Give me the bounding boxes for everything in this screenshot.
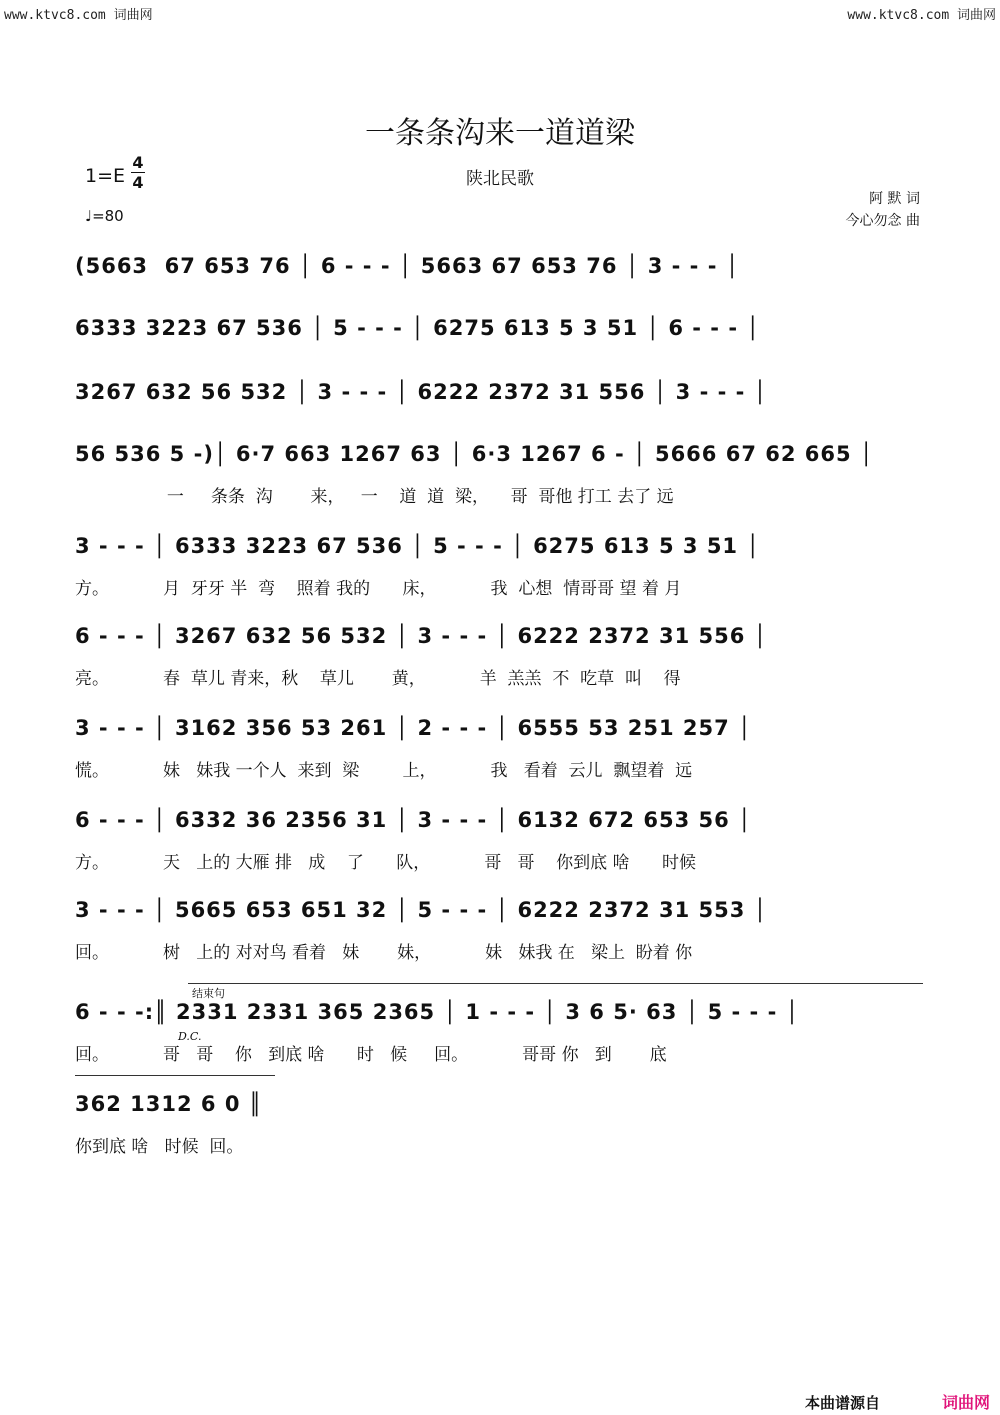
score-notes-line: (5663 67 653 76 │ 6 - - - │ 5663 67 653 76 │ 3 - - - │ bbox=[75, 254, 740, 278]
score-lyrics-line: 回。 哥 哥 你 到底 啥 时 候 回。 哥哥 你 到 底 bbox=[75, 1045, 667, 1065]
score-notes-line: 6 - - - │ 3267 632 56 532 │ 3 - - - │ 6222 2372 31 556 │ bbox=[75, 624, 768, 648]
composer-credit: 今心勿念 曲 bbox=[845, 213, 920, 229]
score-notes-line: 3 - - - │ 6333 3223 67 536 │ 5 - - - │ 6275 613 5 3 51 │ bbox=[75, 534, 760, 558]
footer-source-label: 本曲谱源自 bbox=[804, 1394, 880, 1412]
end-section-bracket bbox=[188, 983, 923, 984]
time-signature bbox=[131, 154, 145, 191]
key-signature: 1=E bbox=[85, 165, 126, 187]
song-title: 一条条沟来一道道梁 bbox=[365, 116, 635, 151]
lyricist-credit: 阿 默 词 bbox=[869, 191, 920, 207]
time-signature-bottom: 4 bbox=[132, 173, 144, 192]
footer-logo: 词曲网 bbox=[941, 1393, 990, 1412]
score-lyrics-line: 你到底 啥 时候 回。 bbox=[75, 1137, 244, 1157]
watermark-right: www.ktvc8.com 词曲网 bbox=[847, 8, 996, 23]
score-lyrics-line: 慌。 妹 妹我 一个人 来到 梁 上， 我 看着 云儿 飘望着 远 bbox=[75, 761, 693, 781]
score-notes-line: 3 - - - │ 3162 356 53 261 │ 2 - - - │ 6555 53 251 257 │ bbox=[75, 716, 752, 740]
song-subtitle: 陕北民歌 bbox=[466, 169, 534, 189]
final-line-bracket bbox=[75, 1075, 275, 1076]
score-lyrics-line: 方。 月 牙牙 半 弯 照着 我的 床， 我 心想 情哥哥 望 着 月 bbox=[75, 579, 682, 599]
tempo-mark: ♩=80 bbox=[85, 207, 124, 225]
time-signature-top: 4 bbox=[132, 153, 144, 172]
score-lyrics-line: 回。 树 上的 对对鸟 看着 妹 妹， 妹 妹我 在 梁上 盼着 你 bbox=[75, 943, 693, 963]
score-lyrics-line: 亮。 春 草儿 青来，秋 草儿 黄， 羊 羔羔 不 吃草 叫 得 bbox=[75, 669, 681, 689]
score-notes-line: 3267 632 56 532 │ 3 - - - │ 6222 2372 31 556 │ 3 - - - │ bbox=[75, 380, 768, 404]
dc-mark: D.C. bbox=[178, 1030, 202, 1043]
score-notes-line: 56 536 5 -)│ 6·7 663 1267 63 │ 6·3 1267 6 - │ 5666 67 62 665 │ bbox=[75, 442, 874, 466]
score-lyrics-line: 方。 天 上的 大雁 排 成 了 队， 哥 哥 你到底 啥 时候 bbox=[75, 853, 696, 873]
score-notes-line: 3 - - - │ 5665 653 651 32 │ 5 - - - │ 6222 2372 31 553 │ bbox=[75, 898, 768, 922]
watermark-left: www.ktvc8.com 词曲网 bbox=[4, 8, 153, 23]
score-notes-line: 6333 3223 67 536 │ 5 - - - │ 6275 613 5 3 51 │ 6 - - - │ bbox=[75, 316, 760, 340]
score-notes-line: 362 1312 6 0 ║ bbox=[75, 1092, 263, 1116]
score-lyrics-line: 一 条条 沟 来， 一 道 道 梁， 哥 哥他 打工 去了 远 bbox=[75, 487, 674, 507]
score-notes-line: 6 - - -:║ 2331 2331 365 2365 │ 1 - - - │ 3 6 5· 63 │ 5 - - - │ bbox=[75, 1000, 800, 1024]
end-section-label: 结束句 bbox=[192, 987, 225, 1000]
score-notes-line: 6 - - - │ 6332 36 2356 31 │ 3 - - - │ 6132 672 653 56 │ bbox=[75, 808, 752, 832]
